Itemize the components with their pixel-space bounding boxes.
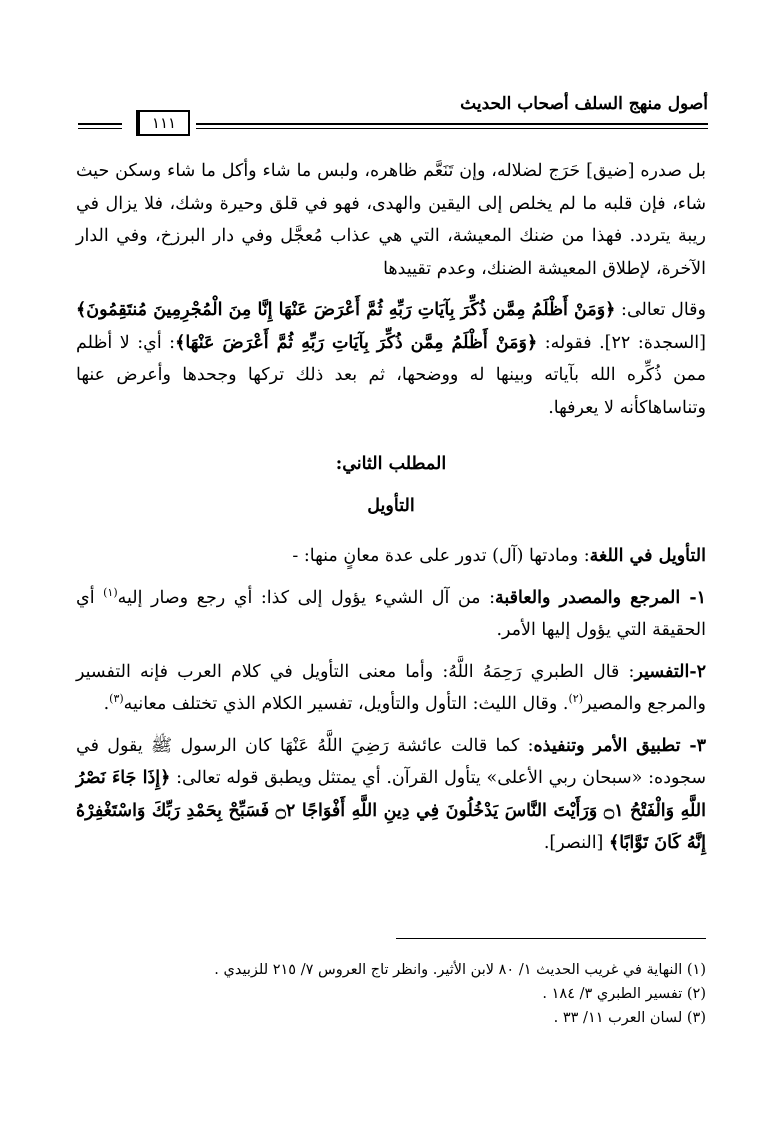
- section-heading: المطلب الثاني:: [335, 454, 447, 474]
- text: : ومادتها (آل) تدور على عدة معانٍ منها: -: [292, 546, 590, 566]
- term-lead: ١- المرجع والمصدر والعاقبة: [495, 587, 706, 608]
- text: : أي: لا أظلم ممن ذُكِّره الله بآياته وبينها له ووضحها، ثم بعد ذلك تركها وجحدها وأعرض عنها وتناساهاكأنه لا يعرفها.: [76, 332, 706, 418]
- quran-verse: ﴿وَمَنْ أَظْلَمُ مِمَّن ذُكِّرَ بِآيَاتِ رَبِّهِ ثُمَّ أَعْرَضَ عَنْهَا إِنَّا مِنَ الْمُجْرِمِينَ مُنتَقِمُونَ﴾: [76, 300, 616, 320]
- paragraph: [76, 656, 706, 721]
- footnote: (٢) تفسير الطبري ٣/ ١٨٤ .: [542, 986, 706, 1002]
- footnote-separator: [396, 938, 706, 939]
- text: وقال تعالى:: [615, 300, 706, 320]
- text: : قال الطبري رَحِمَهُ اللَّهُ: وأما معنى التأويل في كلام العرب فإنه التفسير والمرجع والمصير: [76, 661, 706, 714]
- header-rule: [78, 128, 122, 129]
- footnotes: [110, 958, 706, 1030]
- quran-verse: ﴿إِذَا جَاءَ نَصْرُ اللَّهِ وَالْفَتْحُ ۝١ وَرَأَيْتَ النَّاسَ يَدْخُلُونَ فِي دِينِ اللَّهِ أَفْوَاجًا ۝٢ فَسَبِّحْ بِحَمْدِ رَبِّكَ وَاسْتَغْفِرْهُ إِنَّهُ كَانَ تَوَّابًا﴾: [76, 768, 707, 853]
- quran-verse: ﴿وَمَنْ أَظْلَمُ مِمَّن ذُكِّرَ بِآيَاتِ رَبِّهِ ثُمَّ أَعْرَضَ عَنْهَا﴾: [175, 332, 538, 353]
- paragraph: [76, 540, 706, 573]
- paragraph: [76, 294, 706, 424]
- term-lead: التأويل في اللغة: [589, 546, 706, 566]
- footnote-ref: (١): [103, 585, 118, 599]
- term-lead: ٣- تطبيق الأمر وتنفيذه: [533, 735, 707, 756]
- section-title: التأويل: [367, 495, 415, 516]
- paragraph: [76, 730, 706, 860]
- term-lead: ٢-التفسير: [634, 661, 706, 682]
- running-header: [78, 92, 708, 142]
- footnote-ref: (٢): [568, 692, 583, 706]
- header-title: أصول منهج السلف أصحاب الحديث: [460, 94, 708, 114]
- text: .: [103, 694, 110, 714]
- text: . وقال الليث: التأول والتأويل، تفسير الكلام الذي تختلف معانيه: [123, 694, 569, 714]
- paragraph: بل صدره [ضيق] حَرَج لضلاله، وإن تَنَعَّم ظاهره، ولبس ما شاء وأكل ما شاء وسكن حيث شاء، فإن قلبه ما لم يخلص إلى اليقين والهدى، فهو في قلق وحيرة وشك، فلا يزال في ريبة يتردد. فهذا من ضنك المعيشة، التي هي عذاب مُعجَّل وفي دار البرزخ، وفي الدار الآخرة، لإطلاق المعيشة الضنك، وعدم تقييدها: [76, 161, 706, 279]
- header-rule: [196, 123, 708, 125]
- footnote: (٣) لسان العرب ١١/ ٣٣ .: [553, 1010, 706, 1026]
- footnote: (١) النهاية في غريب الحديث ١/ ٨٠ لابن الأثير. وانظر تاج العروس ٧/ ٢١٥ للزبيدي .: [214, 962, 706, 978]
- header-rule: [196, 128, 708, 129]
- text: [النصر].: [543, 833, 609, 853]
- main-text: [76, 155, 706, 860]
- paragraph: [76, 582, 706, 647]
- footnote-ref: (٣): [109, 692, 124, 706]
- text: : كما قالت عائشة رَضِيَ اللَّهُ عَنْهَا كان الرسول ﷺ يقول في سجوده: «سبحان ربي الأعلى» يتأول القرآن. أي يمتثل ويطبق قوله تعالى:: [76, 735, 706, 788]
- text: : من آل الشيء يؤول إلى كذا: أي رجع وصار إليه: [117, 587, 495, 608]
- text: أي الحقيقة التي يؤول إليها الأمر.: [76, 587, 706, 640]
- header-rule: [78, 123, 122, 125]
- page-number: ١١١: [136, 110, 190, 136]
- text: [السجدة: ٢٢]. فقوله:: [537, 332, 706, 353]
